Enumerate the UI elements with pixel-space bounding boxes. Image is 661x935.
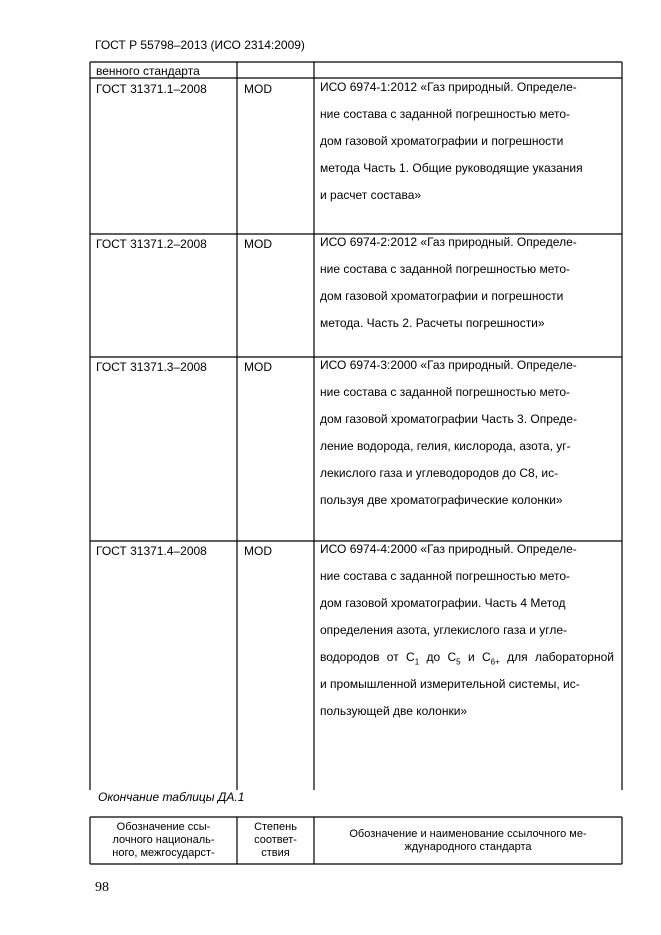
row1-code: ГОСТ 31371.1–2008 <box>96 82 207 96</box>
header-col-designation <box>90 821 237 860</box>
header-line: ждународного стандарта <box>404 841 532 853</box>
continued-header-cell: венного стандарта <box>96 64 200 78</box>
row3-code: ГОСТ 31371.3–2008 <box>96 360 207 374</box>
header-line: соответ- <box>254 834 297 846</box>
row1-line: ние состава с заданной погрешностью мето- <box>320 107 571 121</box>
row1-line: и расчет состава» <box>320 188 422 202</box>
header-line: ного, межгосударст- <box>112 847 215 859</box>
header-line: Обозначение ссы- <box>116 821 211 833</box>
row2-line: ИСО 6974-2:2012 «Газ природный. Определе- <box>320 235 577 249</box>
carbon-subscript: 6+ <box>490 657 500 667</box>
row4-line: пользующей две колонки» <box>320 704 468 718</box>
header-col-degree <box>237 821 314 860</box>
row4-formula-text: водородов от С <box>320 650 415 664</box>
header-line: Степень <box>254 821 297 833</box>
row4-line: ИСО 6974-4:2000 «Газ природный. Определе- <box>320 542 577 556</box>
row4-formula-text: для лабораторной <box>499 650 614 664</box>
row3-line: лекислого газа и углеводородов до С8, ис- <box>320 466 559 480</box>
row4-formula-text: и С <box>460 650 491 664</box>
row4-line: дом газовой хроматографии. Часть 4 Метод <box>320 596 566 610</box>
row4-code: ГОСТ 31371.4–2008 <box>96 544 207 558</box>
carbon-subscript: 5 <box>456 657 461 667</box>
row3-line: пользуя две хроматографические колонки» <box>320 493 563 507</box>
header-line: лочного националь- <box>112 834 215 846</box>
row3-line: ние состава с заданной погрешностью мето- <box>320 385 571 399</box>
row2-description <box>320 229 614 337</box>
row4-line: определения азота, углекислого газа и угле- <box>320 623 568 637</box>
page-number: 98 <box>95 880 109 895</box>
row4-line: ние состава с заданной погрешностью мето- <box>320 569 571 583</box>
row1-description <box>320 74 614 209</box>
table-caption: Окончание таблицы ДА.1 <box>98 790 245 804</box>
row3-line: ление водорода, гелия, кислорода, азота, уг- <box>320 439 571 453</box>
header-line: ствия <box>261 847 290 859</box>
row4-formula-line <box>320 644 614 671</box>
row2-line: метода. Часть 2. Расчеты погрешности» <box>320 316 545 330</box>
header-col-international <box>314 828 622 854</box>
row4-line: и промышленной измерительной системы, ис- <box>320 677 580 691</box>
row3-description <box>320 352 614 514</box>
document-header: ГОСТ Р 55798–2013 (ИСО 2314:2009) <box>95 38 305 52</box>
row3-degree: MOD <box>244 360 272 374</box>
row4-description <box>320 536 614 725</box>
row2-line: ние состава с заданной погрешностью мето- <box>320 262 571 276</box>
row4-formula-text: до С <box>419 650 457 664</box>
row2-code: ГОСТ 31371.2–2008 <box>96 237 207 251</box>
row2-degree: MOD <box>244 237 272 251</box>
row1-line: дом газовой хроматографии и погрешности <box>320 134 564 148</box>
carbon-subscript: 1 <box>414 657 420 667</box>
row1-line: ИСО 6974-1:2012 «Газ природный. Определе- <box>320 80 577 94</box>
row1-degree: MOD <box>244 82 272 96</box>
row4-degree: MOD <box>244 544 272 558</box>
row3-line: дом газовой хроматографии Часть 3. Опреде- <box>320 412 577 426</box>
row2-line: дом газовой хроматографии и погрешности <box>320 289 564 303</box>
header-line: Обозначение и наименование ссылочного ме- <box>349 828 587 840</box>
row1-line: метода Часть 1. Общие руководящие указания <box>320 161 583 175</box>
row3-line: ИСО 6974-3:2000 «Газ природный. Определе- <box>320 358 577 372</box>
